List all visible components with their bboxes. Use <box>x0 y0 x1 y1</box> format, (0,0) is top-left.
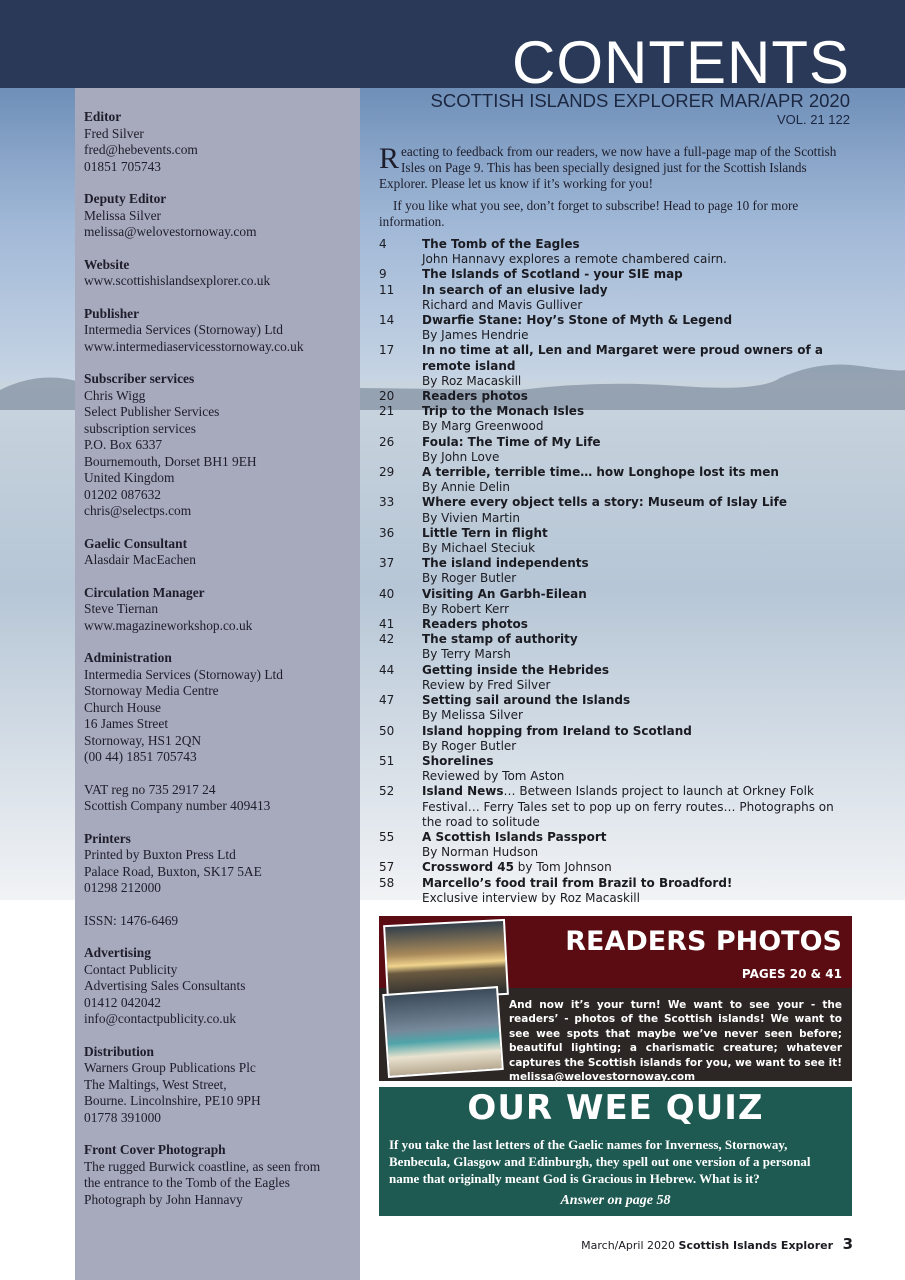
toc-page-number: 4 <box>379 237 387 251</box>
toc-entry-body <box>422 495 854 525</box>
toc-page-number: 33 <box>379 495 395 510</box>
credit-line: 01412 042042 <box>84 994 161 1010</box>
toc-page-number: 47 <box>379 693 395 708</box>
page-number: 3 <box>842 1235 853 1253</box>
toc-page-number: 37 <box>379 556 395 571</box>
credit-block <box>84 831 354 897</box>
toc-entry-body <box>422 267 854 282</box>
credit-line: Fred Silver <box>84 125 144 141</box>
toc-entry[interactable] <box>379 313 854 343</box>
toc-entry[interactable] <box>379 587 854 617</box>
footer-date: March/April 2020 <box>581 1239 676 1252</box>
toc-entry[interactable] <box>379 663 854 693</box>
credit-line: www.scottishislandsexplorer.co.uk <box>84 273 271 288</box>
toc-entry-body <box>422 526 854 556</box>
credit-line: Melissa Silver <box>84 207 161 223</box>
toc-byline: By John Love <box>422 449 500 464</box>
credit-line: (00 44) 1851 705743 <box>84 749 197 764</box>
toc-entry[interactable] <box>379 632 854 662</box>
magazine-issue-title: SCOTTISH ISLANDS EXPLORER MAR/APR 2020 <box>430 90 850 111</box>
credit-line: melissa@welovestornoway.com <box>84 224 257 239</box>
footer-magazine: Scottish Islands Explorer <box>678 1239 834 1252</box>
credit-block <box>84 109 354 175</box>
toc-entry-body <box>422 876 854 906</box>
toc-page-number: 29 <box>379 465 395 480</box>
toc-entry[interactable] <box>379 435 854 465</box>
toc-entry-body <box>422 754 854 784</box>
toc-entry-body <box>422 404 854 434</box>
credit-heading: Advertising <box>84 945 151 960</box>
credit-line: Steve Tiernan <box>84 601 159 616</box>
credit-line: 01202 087632 <box>84 486 161 502</box>
credit-line: Alasdair MacEachen <box>84 552 196 567</box>
toc-entry[interactable] <box>379 830 854 860</box>
credit-line: Stornoway, HS1 2QN <box>84 732 202 748</box>
toc-entry[interactable] <box>379 754 854 784</box>
credit-block <box>84 650 354 766</box>
credit-heading: Front Cover Photograph <box>84 1142 226 1157</box>
toc-title: The Islands of Scotland - your SIE map <box>422 267 683 282</box>
toc-entry[interactable] <box>379 556 854 586</box>
credit-block <box>84 1142 354 1208</box>
toc-entry-body <box>422 435 854 465</box>
toc-entry-body <box>422 283 854 313</box>
toc-title: The island independents <box>422 556 589 571</box>
credit-line: The Maltings, West Street, <box>84 1076 227 1092</box>
credit-heading: Editor <box>84 109 122 124</box>
credit-heading: Deputy Editor <box>84 191 167 206</box>
credit-line: Chris Wigg <box>84 387 146 403</box>
toc-entry-body <box>422 587 854 617</box>
toc-page-number: 36 <box>379 525 395 540</box>
credit-line: Bourne. Lincolnshire, PE10 9PH <box>84 1093 261 1108</box>
toc-entry-body <box>422 784 854 830</box>
toc-entry[interactable] <box>379 404 854 434</box>
credit-line: United Kingdom <box>84 470 175 485</box>
beach-photo <box>382 986 504 1078</box>
toc-entry[interactable] <box>379 495 854 525</box>
toc-title: A terrible, terrible time… how Longhope lost its men <box>422 465 779 480</box>
toc-entry-body <box>422 632 854 662</box>
masthead-credits <box>84 109 354 1224</box>
credit-block <box>84 371 354 520</box>
quiz-answer-ref[interactable]: Answer on page 58 <box>560 1193 671 1208</box>
credit-line: the entrance to the Tomb of the Eagles <box>84 1175 290 1190</box>
toc-byline: Reviewed by Tom Aston <box>422 769 565 784</box>
toc-entry[interactable] <box>379 526 854 556</box>
credit-block <box>84 913 354 930</box>
credit-block <box>84 1044 354 1127</box>
toc-title: Trip to the Monach Isles <box>422 404 585 419</box>
toc-byline: By Terry Marsh <box>422 647 511 662</box>
credit-line: subscription services <box>84 420 196 436</box>
toc-page-number: 14 <box>379 313 395 328</box>
credit-heading: Distribution <box>84 1043 154 1059</box>
volume-number: VOL. 21 122 <box>777 112 850 127</box>
toc-byline: By Robert Kerr <box>422 601 510 616</box>
credit-line: chris@selectps.com <box>84 503 192 518</box>
credit-line: Intermedia Services (Stornoway) Ltd <box>84 666 283 682</box>
toc-page-number: 11 <box>379 282 395 297</box>
toc-title: Little Tern in flight <box>422 525 548 540</box>
credit-heading: Circulation Manager <box>84 584 205 600</box>
toc-byline: Richard and Mavis Gulliver <box>422 297 583 312</box>
credit-line: Palace Road, Buxton, SK17 5AE <box>84 863 262 879</box>
toc-entry-body <box>422 313 854 343</box>
toc-title: Where every object tells a story: Museum of Islay Life <box>422 495 788 510</box>
toc-title: In no time at all, Len and Margaret were proud owners of a remote island <box>422 343 823 373</box>
toc-byline: By Norman Hudson <box>422 845 539 860</box>
toc-entry-body <box>422 860 854 875</box>
toc-byline: By Melissa Silver <box>422 708 523 723</box>
toc-page-number: 40 <box>379 586 395 601</box>
credit-line: VAT reg no 735 2917 24 <box>84 781 216 797</box>
toc-entry[interactable] <box>379 693 854 723</box>
credit-line: 16 James Street <box>84 716 169 731</box>
credit-line: www.magazineworkshop.co.uk <box>84 617 253 633</box>
toc-page-number: 17 <box>379 343 395 358</box>
toc-title: Setting sail around the Islands <box>422 693 631 708</box>
toc-title: Foula: The Time of My Life <box>422 434 601 449</box>
credit-line: Warners Group Publications Plc <box>84 1060 256 1075</box>
credit-block <box>84 782 354 815</box>
credit-line: 01778 391000 <box>84 1109 161 1125</box>
toc-byline: By Roz Macaskill <box>422 373 522 388</box>
toc-title: Island News <box>422 784 504 799</box>
credit-heading: Publisher <box>84 305 140 321</box>
toc-entry[interactable] <box>379 343 854 389</box>
page-footer <box>581 1235 853 1253</box>
credit-block <box>84 585 354 635</box>
toc-entry-body <box>422 617 854 632</box>
toc-entry[interactable] <box>379 283 854 313</box>
credit-line: Bournemouth, Dorset BH1 9EH <box>84 453 257 469</box>
toc-entry-body <box>422 663 854 693</box>
toc-byline: By Roger Butler <box>422 738 517 753</box>
toc-entry[interactable] <box>379 389 854 404</box>
credit-line: info@contactpublicity.co.uk <box>84 1011 237 1026</box>
toc-title: Readers photos <box>422 389 528 404</box>
toc-entry-body <box>422 830 854 860</box>
toc-title: Island hopping from Ireland to Scotland <box>422 723 692 738</box>
toc-byline: By Vivien Martin <box>422 510 520 525</box>
toc-inline-text: by Tom Johnson <box>513 860 612 875</box>
toc-page-number: 51 <box>379 753 395 768</box>
toc-entry-body <box>422 389 854 404</box>
toc-entry[interactable] <box>379 784 854 830</box>
credit-heading: Gaelic Consultant <box>84 535 188 551</box>
toc-page-number: 41 <box>379 617 395 632</box>
credit-line: Select Publisher Services <box>84 404 220 419</box>
credit-line: Intermedia Services (Stornoway) Ltd <box>84 322 283 337</box>
toc-title: Crossword 45 <box>422 860 514 875</box>
toc-entry[interactable] <box>379 876 854 906</box>
toc-title: Shorelines <box>422 753 494 768</box>
credit-line: fred@hebevents.com <box>84 142 198 157</box>
toc-title: In search of an elusive lady <box>422 282 608 297</box>
toc-inline-text: … Between Islands project to launch at Orkney Folk Festival… Ferry Tales set to pop up on ferry routes… Photographs on the road to solitude <box>422 784 834 829</box>
toc-byline: By Annie Delin <box>422 480 510 495</box>
toc-entry[interactable] <box>379 267 854 282</box>
credit-line: 01851 705743 <box>84 158 161 174</box>
toc-page-number: 20 <box>379 389 395 404</box>
credit-line: Photograph by John Hannavy <box>84 1191 243 1207</box>
toc-title: The stamp of authority <box>422 632 578 647</box>
intro-paragraph-1: eacting to feedback from our readers, we now have a full-page map of the Scottish Isles on Page 9. This has been specially designed just for the Scottish Islands Explorer. Please let us know if it’s working for you! <box>379 144 837 191</box>
wee-quiz-panel <box>379 1087 852 1216</box>
credit-line: 01298 212000 <box>84 880 161 895</box>
toc-entry[interactable] <box>379 237 854 267</box>
credit-line: Stornoway Media Centre <box>84 683 219 698</box>
readers-photos-text: And now it’s your turn! We want to see your - the readers’ - photos of the Scottish islands! We want to see wee spots that maybe we’ve never seen before; beautiful lighting; a charismatic creature; whatever captures the Scottish islands for you, we want to see it! melissa@welovestornoway.com <box>509 999 842 1084</box>
readers-photos-title: READERS PHOTOS <box>565 926 842 957</box>
credit-line: P.O. Box 6337 <box>84 437 163 452</box>
toc-byline: By Michael Steciuk <box>422 541 536 556</box>
credit-block <box>84 191 354 241</box>
toc-title: The Tomb of the Eagles <box>422 237 580 251</box>
credit-block <box>84 306 354 356</box>
toc-byline: Review by Fred Silver <box>422 677 551 692</box>
credit-block <box>84 945 354 1028</box>
page-title: CONTENTS <box>512 29 850 96</box>
credit-line: Scottish Company number 409413 <box>84 798 271 813</box>
quiz-title: OUR WEE QUIZ <box>467 1088 764 1128</box>
toc-page-number: 9 <box>379 267 387 282</box>
toc-entry-body <box>422 556 854 586</box>
toc-entry-body <box>422 465 854 495</box>
readers-photos-panel[interactable] <box>379 916 852 1084</box>
intro-paragraph-2: If you like what you see, don’t forget to subscribe! Head to page 10 for more information. <box>379 198 799 229</box>
toc-byline: By Roger Butler <box>422 571 517 586</box>
table-of-contents <box>379 237 854 906</box>
toc-title: Getting inside the Hebrides <box>422 662 609 677</box>
toc-entry-body <box>422 343 854 389</box>
credit-line: Advertising Sales Consultants <box>84 978 246 993</box>
intro-text <box>379 144 849 236</box>
toc-page-number: 55 <box>379 829 395 844</box>
credit-line: Contact Publicity <box>84 961 178 977</box>
toc-entry[interactable] <box>379 724 854 754</box>
toc-page-number: 44 <box>379 662 395 677</box>
toc-page-number: 42 <box>379 632 395 647</box>
credit-line: Church House <box>84 699 161 715</box>
toc-entry[interactable] <box>379 617 854 632</box>
drop-cap: R <box>379 142 400 175</box>
credit-line: ISSN: 1476-6469 <box>84 912 179 928</box>
credit-heading: Website <box>84 256 130 272</box>
toc-page-number: 50 <box>379 723 395 738</box>
toc-title: Visiting An Garbh-Eilean <box>422 586 587 601</box>
toc-page-number: 21 <box>379 404 395 419</box>
toc-title: A Scottish Islands Passport <box>422 829 607 844</box>
credit-block <box>84 257 354 290</box>
toc-entry-body <box>422 693 854 723</box>
credit-heading: Administration <box>84 650 172 665</box>
toc-page-number: 58 <box>379 875 395 890</box>
readers-photos-pages: PAGES 20 & 41 <box>741 967 842 981</box>
quiz-question: If you take the last letters of the Gaelic names for Inverness, Stornoway, Benbecula, Glasgow and Edinburgh, they spell out one version of a personal name that originally meant God is Gracious in Hebrew. What is it? <box>389 1137 811 1186</box>
toc-entry[interactable] <box>379 860 854 875</box>
credit-heading: Printers <box>84 830 131 846</box>
toc-entry-body <box>422 237 854 267</box>
toc-title: Readers photos <box>422 617 528 632</box>
credit-line: www.intermediaservicesstornoway.co.uk <box>84 338 304 354</box>
toc-page-number: 52 <box>379 784 395 799</box>
toc-page-number: 26 <box>379 434 395 449</box>
toc-page-number: 57 <box>379 860 395 875</box>
toc-title: Marcello’s food trail from Brazil to Broadford! <box>422 875 733 890</box>
credit-heading: Subscriber services <box>84 371 195 386</box>
credit-block <box>84 536 354 569</box>
toc-byline: By Marg Greenwood <box>422 419 544 434</box>
toc-entry[interactable] <box>379 465 854 495</box>
toc-byline: John Hannavy explores a remote chambered cairn. <box>422 252 727 267</box>
credit-line: Printed by Buxton Press Ltd <box>84 847 236 862</box>
toc-byline: By James Hendrie <box>422 328 529 343</box>
toc-byline: Exclusive interview by Roz Macaskill <box>422 890 640 905</box>
toc-entry-body <box>422 724 854 754</box>
credit-line: The rugged Burwick coastline, as seen from <box>84 1158 321 1174</box>
toc-title: Dwarfie Stane: Hoy’s Stone of Myth & Legend <box>422 313 733 328</box>
